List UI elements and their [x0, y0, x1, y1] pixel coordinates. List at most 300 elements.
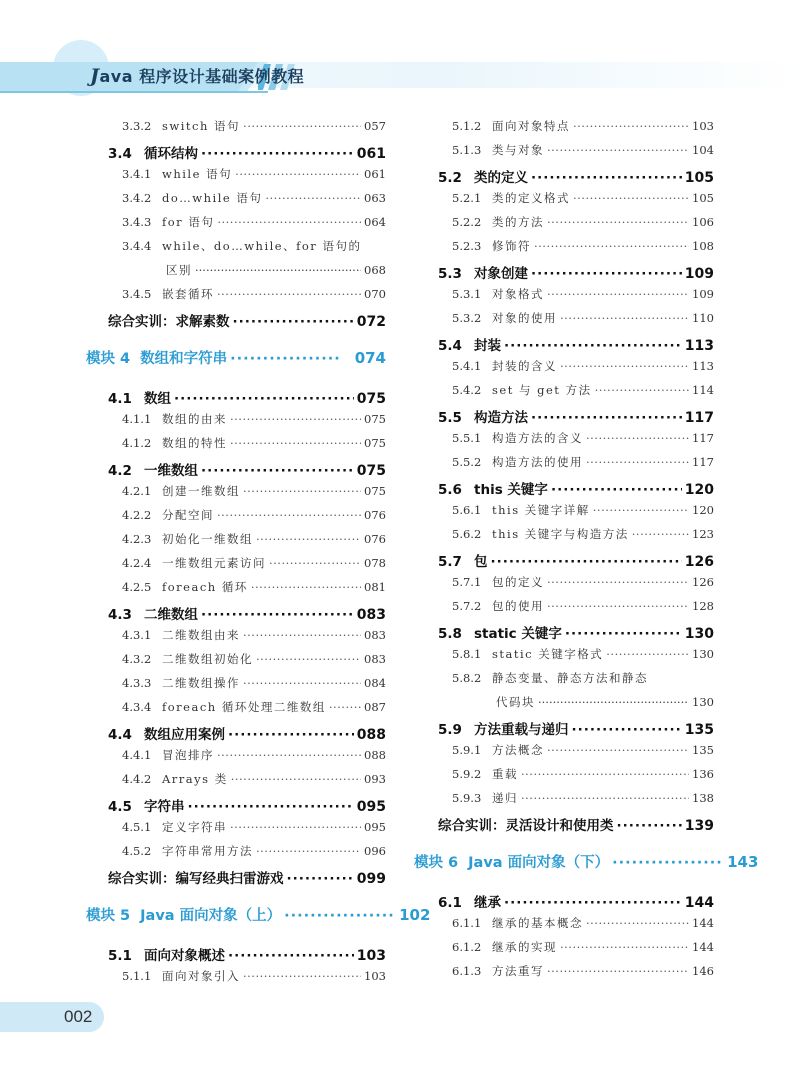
toc-subsection-entry	[122, 579, 386, 601]
toc-entry-number: 4.2.4	[122, 556, 152, 570]
toc-subsection-entry	[452, 502, 714, 524]
toc-entry-title: this 关键字详解	[492, 503, 590, 517]
toc-entry-number: 模块 5	[86, 908, 131, 924]
toc-leader-dots	[201, 607, 354, 623]
toc-leader-dots	[243, 676, 361, 690]
toc-leader-dots	[617, 818, 682, 834]
toc-leader-dots	[256, 652, 361, 666]
toc-entry-title: 数组的由来	[162, 412, 227, 426]
toc-leader-dots	[217, 748, 361, 762]
toc-leader-dots	[504, 338, 682, 354]
toc-entry-title: 字符串常用方法	[162, 844, 253, 858]
toc-entry-page: 108	[692, 239, 714, 253]
toc-entry-page: 075	[364, 412, 386, 426]
toc-section-entry	[108, 459, 386, 485]
toc-leader-dots	[195, 263, 361, 277]
toc-entry-title: 对象创建	[474, 266, 528, 282]
toc-subsection-entry	[452, 766, 714, 788]
toc-entry-number: 5.1	[108, 948, 132, 964]
toc-entry-page: 143	[727, 853, 759, 871]
toc-leader-dots	[228, 948, 354, 964]
toc-entry-page: 117	[692, 431, 714, 445]
toc-entry-title: 对象格式	[492, 287, 544, 301]
toc-leader-dots	[174, 391, 354, 407]
toc-entry-number: 5.9.2	[452, 767, 482, 781]
toc-entry-page: 099	[356, 871, 386, 887]
toc-entry-page: 074	[354, 349, 386, 367]
toc-section-entry	[438, 334, 714, 360]
toc-entry-title: 分配空间	[162, 508, 214, 522]
toc-leader-dots	[547, 599, 689, 613]
toc-leader-dots	[531, 170, 682, 186]
toc-entry-title: 数组的特性	[162, 436, 227, 450]
toc-entry-number: 5.2	[438, 170, 462, 186]
toc-entry-number: 4.4	[108, 727, 132, 743]
toc-entry-title: 继承的基本概念	[492, 916, 583, 930]
toc-section-entry	[108, 387, 386, 413]
toc-entry-page: 136	[692, 767, 714, 781]
toc-entry-page: 120	[684, 482, 714, 498]
toc-entry-title: 数组	[144, 391, 171, 407]
toc-entry-number: 5.3.2	[452, 311, 482, 325]
toc-module-entry	[86, 904, 431, 934]
toc-leader-dots	[243, 119, 361, 133]
toc-leader-dots	[230, 820, 361, 834]
toc-entry-page: 057	[364, 119, 386, 133]
toc-section-entry	[438, 166, 714, 192]
toc-subsection-entry	[122, 531, 386, 553]
toc-entry-title: this 关键字	[474, 482, 548, 498]
toc-entry-page: 076	[364, 532, 386, 546]
toc-subsection-entry	[452, 646, 714, 668]
toc-entry-title: 二维数组操作	[162, 676, 240, 690]
toc-practice-entry	[108, 310, 386, 336]
header-underline	[0, 91, 268, 93]
toc-entry-number: 5.8.1	[452, 647, 482, 661]
toc-subsection-entry	[452, 454, 714, 476]
toc-entry-page: 102	[399, 906, 431, 924]
toc-entry-title: 二维数组	[144, 607, 198, 623]
toc-subsection-entry	[452, 118, 714, 140]
toc-entry-title: 创建一维数组	[162, 484, 240, 498]
toc-entry-title: switch 语句	[162, 119, 241, 133]
toc-entry-page: 061	[364, 167, 386, 181]
toc-entry-title: 包的定义	[492, 575, 544, 589]
toc-leader-dots	[243, 628, 361, 642]
toc-entry-page: 095	[356, 799, 386, 815]
toc-subsection-entry	[452, 430, 714, 452]
toc-entry-number: 4.3.4	[122, 700, 152, 714]
toc-entry-title: while、do…while、for 语句的	[162, 239, 362, 253]
toc-subsection-entry	[452, 574, 714, 596]
toc-entry-page: 135	[684, 722, 714, 738]
toc-entry-title: 二维数组由来	[162, 628, 240, 642]
toc-leader-dots	[287, 871, 354, 887]
toc-entry-page: 088	[364, 748, 386, 762]
toc-entry-page: 109	[684, 266, 714, 282]
toc-section-entry	[438, 622, 714, 648]
toc-entry-page: 105	[684, 170, 714, 186]
toc-subsection-entry	[452, 190, 714, 212]
toc-entry-title: 构造方法	[474, 410, 528, 426]
toc-subsection-entry	[452, 358, 714, 380]
toc-leader-dots	[233, 314, 354, 330]
toc-entry-number: 4.1.1	[122, 412, 152, 426]
toc-leader-dots	[230, 436, 361, 450]
toc-entry-page: 105	[692, 191, 714, 205]
toc-entry-page: 144	[692, 940, 714, 954]
toc-subsection-entry	[452, 310, 714, 332]
toc-leader-dots	[188, 799, 354, 815]
toc-entry-title: 包的使用	[492, 599, 544, 613]
toc-entry-page: 081	[364, 580, 386, 594]
toc-entry-number: 5.9.3	[452, 791, 482, 805]
toc-entry-number: 4.5	[108, 799, 132, 815]
toc-leader-dots	[586, 916, 689, 930]
toc-leader-dots	[217, 215, 361, 229]
toc-leader-dots	[593, 503, 689, 517]
toc-subsection-entry	[122, 627, 386, 649]
toc-entry-page: 075	[364, 436, 386, 450]
toc-subsection-entry	[122, 238, 386, 260]
toc-entry-title: 初始化一维数组	[162, 532, 253, 546]
toc-subsection-entry	[122, 747, 386, 769]
toc-entry-title: 综合实训：灵活设计和使用类	[438, 818, 614, 834]
toc-entry-number: 6.1.1	[452, 916, 482, 930]
toc-entry-title: 字符串	[144, 799, 185, 815]
toc-entry-title: while 语句	[162, 167, 233, 181]
toc-subsection-entry	[122, 214, 386, 236]
toc-leader-dots	[612, 855, 724, 871]
toc-entry-title: 面向对象引入	[162, 969, 240, 983]
toc-entry-number: 5.6.1	[452, 503, 482, 517]
toc-subsection-entry	[122, 166, 386, 188]
toc-entry-number: 5.7.1	[452, 575, 482, 589]
toc-subsection-entry	[122, 411, 386, 433]
toc-entry-page: 144	[684, 895, 714, 911]
toc-subsection-entry	[122, 675, 386, 697]
toc-entry-page: 117	[684, 410, 714, 426]
toc-section-entry	[108, 723, 386, 749]
toc-entry-number: 3.4.1	[122, 167, 152, 181]
toc-entry-number: 5.8.2	[452, 671, 482, 685]
toc-subsection-entry	[452, 915, 714, 937]
toc-entry-number: 5.5.1	[452, 431, 482, 445]
toc-entry-number: 3.4.5	[122, 287, 152, 301]
toc-subsection-entry	[122, 286, 386, 308]
toc-entry-number: 4.3	[108, 607, 132, 623]
toc-leader-dots	[573, 119, 689, 133]
toc-leader-dots	[256, 532, 361, 546]
toc-subsection-entry	[122, 507, 386, 529]
toc-subsection-entry	[452, 382, 714, 404]
page-number: 002	[64, 1007, 93, 1026]
toc-entry-title: Java 面向对象（上）	[140, 908, 282, 924]
toc-entry-page: 113	[692, 359, 714, 373]
toc-entry-title: foreach 循环处理二维数组	[162, 700, 326, 714]
toc-leader-dots	[547, 575, 689, 589]
toc-subsection-entry	[452, 963, 714, 985]
toc-entry-page: 123	[692, 527, 714, 541]
toc-entry-title: 冒泡排序	[162, 748, 214, 762]
toc-subsection-entry	[452, 790, 714, 812]
toc-leader-dots	[586, 431, 689, 445]
toc-entry-title: 继承	[474, 895, 501, 911]
toc-module-entry	[414, 851, 759, 881]
toc-leader-dots	[547, 964, 689, 978]
book-title-rest: ava 程序设计基础案例教程	[99, 67, 305, 86]
toc-entry-title: 区别	[166, 263, 192, 277]
toc-leader-dots	[560, 359, 689, 373]
toc-entry-number: 6.1	[438, 895, 462, 911]
toc-subsection-entry	[122, 483, 386, 505]
toc-subsection-entry	[122, 555, 386, 577]
toc-entry-number: 5.1.2	[452, 119, 482, 133]
toc-entry-number: 5.4.2	[452, 383, 482, 397]
toc-leader-dots	[228, 727, 354, 743]
toc-leader-dots	[521, 767, 689, 781]
toc-entry-number: 4.4.2	[122, 772, 152, 786]
toc-entry-number: 4.2.3	[122, 532, 152, 546]
toc-entry-number: 4.2.5	[122, 580, 152, 594]
toc-entry-page: 138	[692, 791, 714, 805]
toc-leader-dots	[572, 722, 682, 738]
toc-entry-title: 类与对象	[492, 143, 544, 157]
toc-entry-page: 126	[692, 575, 714, 589]
toc-entry-title: 循环结构	[144, 146, 198, 162]
toc-entry-number: 5.1.1	[122, 969, 152, 983]
toc-module-entry	[86, 347, 386, 377]
toc-leader-dots	[547, 215, 689, 229]
toc-leader-dots	[269, 556, 361, 570]
toc-entry-page: 113	[684, 338, 714, 354]
toc-entry-page: 075	[364, 484, 386, 498]
toc-entry-title: 方法重载与递归	[474, 722, 569, 738]
toc-entry-title: 递归	[492, 791, 518, 805]
toc-entry-page: 144	[692, 916, 714, 930]
toc-subsection-entry	[452, 598, 714, 620]
toc-entry-title: 面向对象特点	[492, 119, 570, 133]
toc-section-entry	[108, 603, 386, 629]
toc-entry-title: 静态变量、静态方法和静态	[492, 671, 648, 685]
book-title	[90, 64, 304, 88]
toc-entry-number: 4.1.2	[122, 436, 152, 450]
toc-leader-dots	[265, 191, 361, 205]
toc-entry-title: static 关键字格式	[492, 647, 604, 661]
toc-entry-number: 4.2.2	[122, 508, 152, 522]
toc-leader-dots	[632, 527, 689, 541]
toc-entry-title: 一维数组	[144, 463, 198, 479]
toc-entry-title: for 语句	[162, 215, 215, 229]
toc-leader-dots	[284, 908, 396, 924]
toc-entry-title: Java 面向对象（下）	[468, 855, 610, 871]
toc-entry-title: 封装的含义	[492, 359, 557, 373]
toc-entry-page: 070	[364, 287, 386, 301]
toc-entry-page: 063	[364, 191, 386, 205]
toc-entry-title: 定义字符串	[162, 820, 227, 834]
toc-entry-page: 103	[364, 969, 386, 983]
toc-subsection-entry	[452, 526, 714, 548]
toc-leader-dots	[531, 410, 682, 426]
toc-entry-page: 130	[692, 695, 714, 709]
toc-entry-page: 103	[692, 119, 714, 133]
toc-entry-number: 4.3.2	[122, 652, 152, 666]
toc-entry-page: 083	[364, 628, 386, 642]
toc-entry-page: 130	[692, 647, 714, 661]
toc-leader-dots	[217, 287, 361, 301]
toc-leader-dots	[235, 167, 361, 181]
toc-entry-title: 综合实训：求解素数	[108, 314, 230, 330]
toc-subsection-entry	[122, 771, 386, 793]
toc-entry-title: foreach 循环	[162, 580, 248, 594]
toc-entry-title: Arrays 类	[162, 772, 228, 786]
toc-subsection-entry	[122, 843, 386, 865]
toc-entry-page: 120	[692, 503, 714, 517]
toc-entry-continuation	[166, 262, 386, 284]
toc-leader-dots	[595, 383, 689, 397]
toc-practice-entry	[438, 814, 714, 840]
toc-entry-number: 5.2.2	[452, 215, 482, 229]
toc-subsection-entry	[452, 742, 714, 764]
toc-entry-page: 072	[356, 314, 386, 330]
toc-entry-number: 5.4.1	[452, 359, 482, 373]
toc-entry-title: 数组和字符串	[140, 351, 228, 367]
toc-section-entry	[438, 891, 714, 917]
toc-entry-number: 4.2	[108, 463, 132, 479]
toc-entry-number: 5.4	[438, 338, 462, 354]
toc-entry-title: 一维数组元素访问	[162, 556, 266, 570]
toc-entry-number: 5.8	[438, 626, 462, 642]
toc-leader-dots	[230, 351, 342, 367]
toc-leader-dots	[551, 482, 682, 498]
toc-leader-dots	[256, 844, 361, 858]
toc-entry-number: 4.5.1	[122, 820, 152, 834]
toc-entry-page: 095	[364, 820, 386, 834]
toc-entry-number: 4.5.2	[122, 844, 152, 858]
toc-leader-dots	[547, 743, 689, 757]
toc-entry-page: 083	[356, 607, 386, 623]
toc-entry-number: 5.1.3	[452, 143, 482, 157]
toc-entry-number: 6.1.3	[452, 964, 482, 978]
toc-entry-number: 3.4.3	[122, 215, 152, 229]
toc-entry-page: 096	[364, 844, 386, 858]
toc-entry-page: 093	[364, 772, 386, 786]
toc-entry-page: 103	[356, 948, 386, 964]
toc-entry-page: 083	[364, 652, 386, 666]
toc-subsection-entry	[122, 699, 386, 721]
toc-leader-dots	[329, 700, 361, 714]
toc-entry-title: 重载	[492, 767, 518, 781]
book-title-initial: J	[90, 65, 100, 87]
toc-section-entry	[108, 142, 386, 168]
toc-entry-title: 类的方法	[492, 215, 544, 229]
toc-section-entry	[438, 262, 714, 288]
toc-entry-title: 综合实训：编写经典扫雷游戏	[108, 871, 284, 887]
toc-entry-number: 5.5	[438, 410, 462, 426]
toc-entry-page: 135	[692, 743, 714, 757]
toc-entry-number: 3.4.4	[122, 239, 152, 253]
toc-subsection-entry	[452, 670, 714, 692]
toc-subsection-entry	[122, 118, 386, 140]
toc-entry-page: 088	[356, 727, 386, 743]
toc-entry-number: 5.9.1	[452, 743, 482, 757]
toc-entry-number: 5.6	[438, 482, 462, 498]
toc-entry-number: 5.7	[438, 554, 462, 570]
toc-entry-title: 包	[474, 554, 488, 570]
toc-entry-title: 修饰符	[492, 239, 531, 253]
toc-leader-dots	[521, 791, 689, 805]
toc-entry-page: 146	[692, 964, 714, 978]
toc-section-entry	[438, 478, 714, 504]
toc-entry-number: 3.4	[108, 146, 132, 162]
toc-leader-dots	[547, 143, 689, 157]
toc-entry-page: 064	[364, 215, 386, 229]
toc-leader-dots	[243, 969, 361, 983]
toc-entry-page: 075	[356, 463, 386, 479]
toc-subsection-entry	[122, 819, 386, 841]
toc-entry-title: this 关键字与构造方法	[492, 527, 629, 541]
toc-leader-dots	[560, 940, 689, 954]
toc-entry-number: 3.4.2	[122, 191, 152, 205]
toc-subsection-entry	[452, 238, 714, 260]
toc-entry-number: 5.3	[438, 266, 462, 282]
toc-section-entry	[438, 550, 714, 576]
toc-subsection-entry	[452, 142, 714, 164]
toc-entry-title: static 关键字	[474, 626, 562, 642]
toc-leader-dots	[565, 626, 682, 642]
toc-entry-title: 继承的实现	[492, 940, 557, 954]
toc-entry-number: 5.2.3	[452, 239, 482, 253]
toc-subsection-entry	[452, 286, 714, 308]
toc-entry-title: 构造方法的含义	[492, 431, 583, 445]
toc-entry-page: 139	[684, 818, 714, 834]
toc-subsection-entry	[452, 214, 714, 236]
toc-entry-title: 封装	[474, 338, 501, 354]
toc-leader-dots	[586, 455, 689, 469]
toc-leader-dots	[201, 463, 354, 479]
toc-entry-number: 6.1.2	[452, 940, 482, 954]
toc-entry-number: 5.3.1	[452, 287, 482, 301]
toc-entry-number: 模块 4	[86, 351, 131, 367]
toc-subsection-entry	[122, 651, 386, 673]
toc-entry-title: 嵌套循环	[162, 287, 214, 301]
toc-leader-dots	[243, 484, 361, 498]
toc-leader-dots	[534, 239, 689, 253]
toc-entry-title: 方法概念	[492, 743, 544, 757]
toc-entry-continuation	[496, 694, 714, 716]
toc-entry-page: 104	[692, 143, 714, 157]
toc-entry-number: 3.3.2	[122, 119, 152, 133]
toc-entry-page: 068	[364, 263, 386, 277]
toc-entry-title: 面向对象概述	[144, 948, 225, 964]
toc-section-entry	[108, 795, 386, 821]
toc-entry-page: 114	[692, 383, 714, 397]
toc-entry-title: 对象的使用	[492, 311, 557, 325]
toc-entry-number: 4.4.1	[122, 748, 152, 762]
toc-entry-title: 方法重写	[492, 964, 544, 978]
toc-practice-entry	[108, 867, 386, 893]
toc-entry-page: 109	[692, 287, 714, 301]
toc-entry-page: 130	[684, 626, 714, 642]
toc-entry-number: 5.9	[438, 722, 462, 738]
toc-entry-number: 5.2.1	[452, 191, 482, 205]
toc-entry-title: set 与 get 方法	[492, 383, 592, 397]
toc-entry-title: 二维数组初始化	[162, 652, 253, 666]
toc-section-entry	[108, 944, 386, 970]
toc-leader-dots	[606, 647, 689, 661]
toc-section-entry	[438, 718, 714, 744]
toc-entry-number: 4.3.1	[122, 628, 152, 642]
